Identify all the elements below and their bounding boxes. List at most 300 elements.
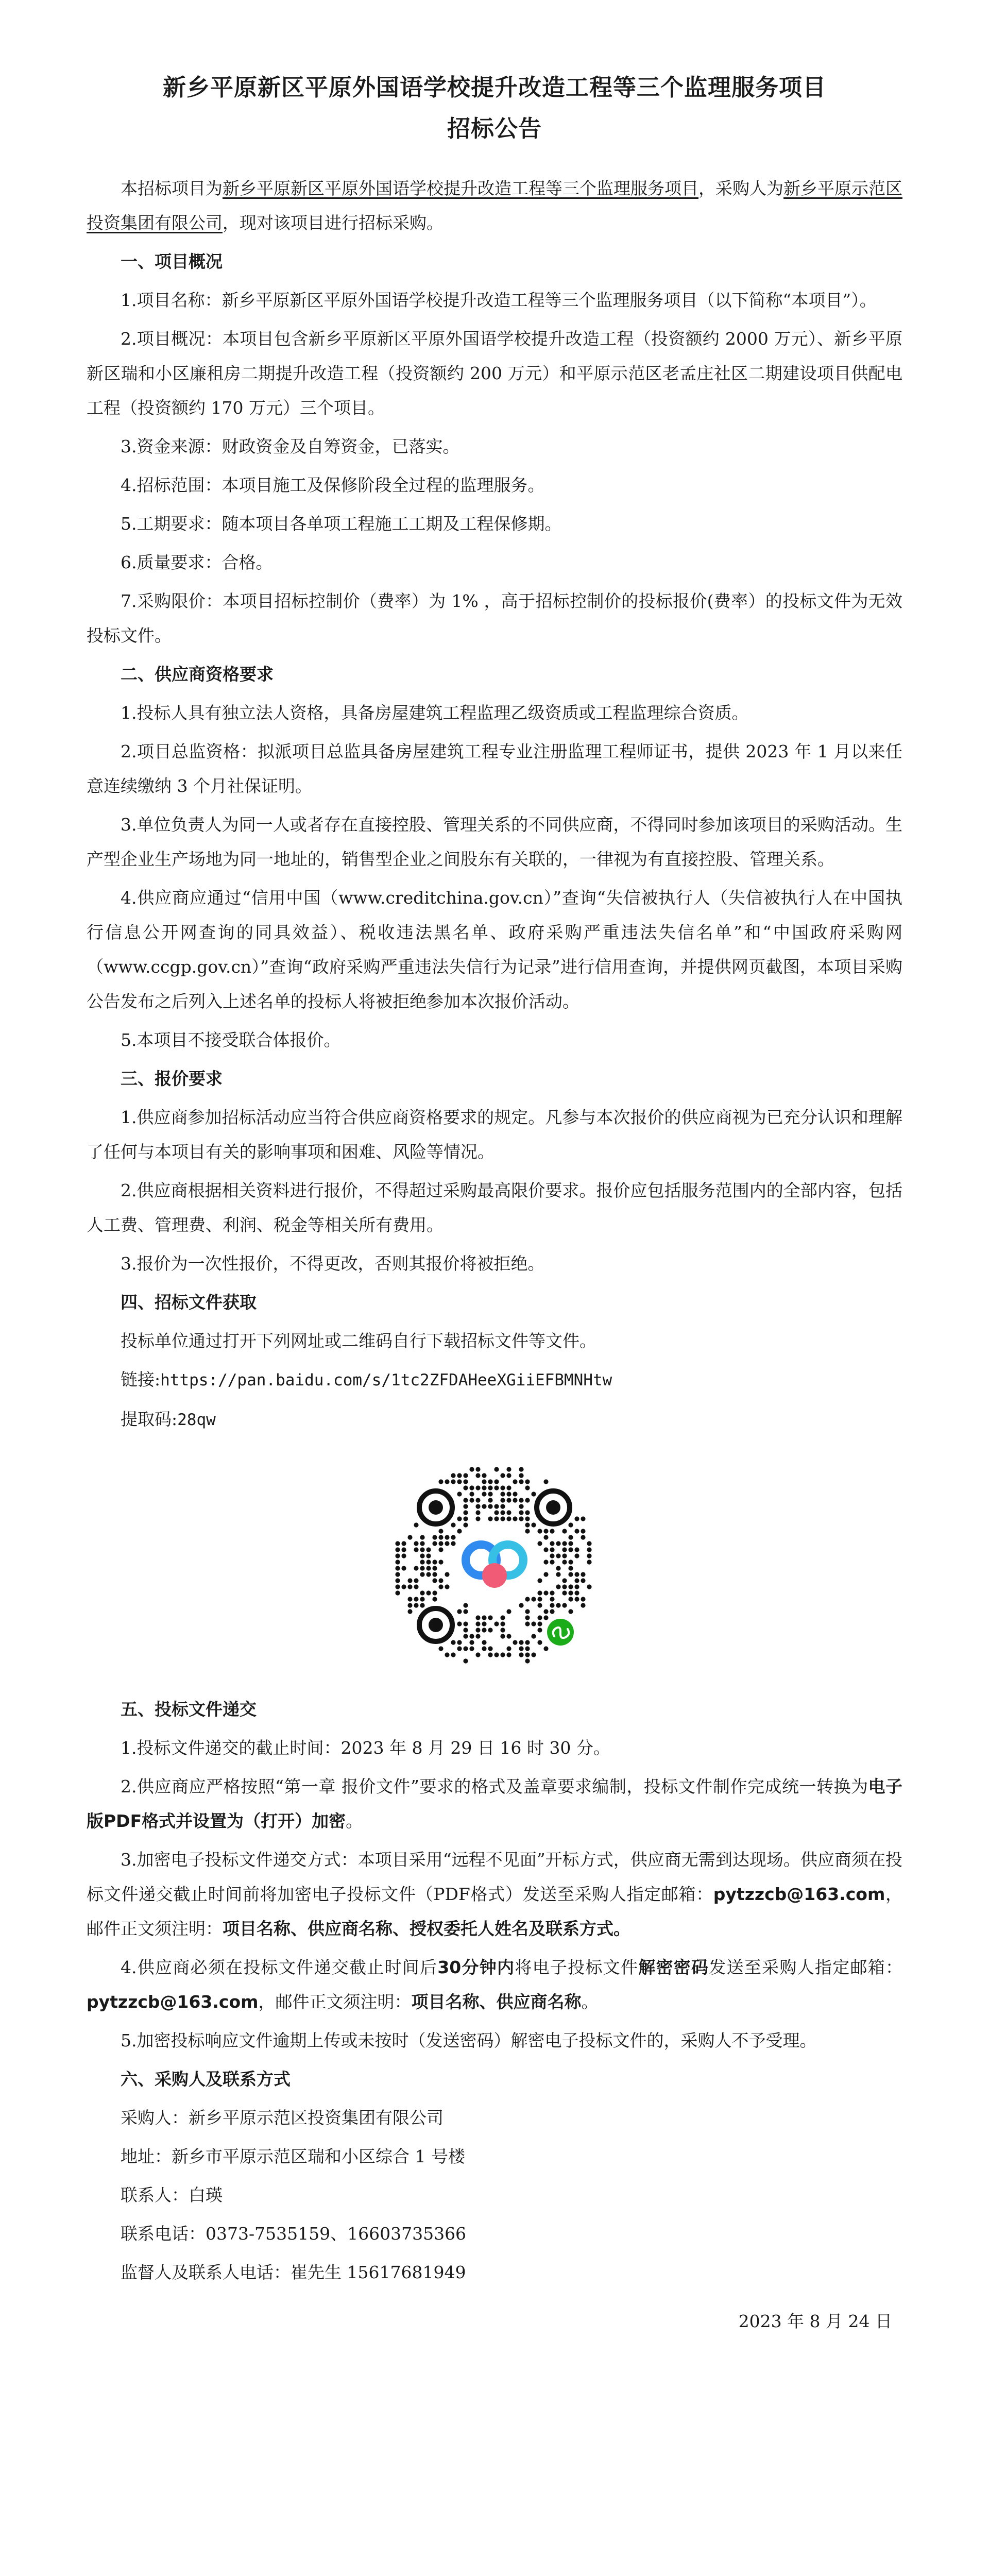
- qr-module: [506, 1652, 511, 1657]
- qr-module: [513, 1492, 517, 1496]
- qr-module: [506, 1646, 511, 1651]
- qr-module: [420, 1572, 424, 1577]
- qr-module: [488, 1628, 492, 1632]
- qr-module: [420, 1597, 424, 1601]
- qr-module: [414, 1578, 418, 1583]
- qr-module: [420, 1541, 424, 1546]
- qr-module: [438, 1479, 443, 1484]
- qr-module: [432, 1541, 437, 1546]
- intro-paragraph: [87, 171, 902, 240]
- qr-module: [500, 1473, 505, 1478]
- qr-module: [568, 1522, 573, 1527]
- qr-module: [574, 1578, 579, 1583]
- qr-module: [562, 1590, 567, 1595]
- submission-item-2-end: 。: [346, 1811, 363, 1831]
- qr-module: [451, 1652, 455, 1657]
- qr-module: [420, 1566, 424, 1570]
- intro-post: ，现对该项目进行招标采购。: [223, 213, 444, 233]
- qr-module: [513, 1640, 517, 1645]
- quotation-item-2: 2.供应商根据相关资料进行报价，不得超过采购最高限价要求。报价应包括服务范围内的全部内容，包括人工费、管理费、利润、税金等相关所有费用。: [87, 1180, 902, 1235]
- submission-item-4-a: 4.供应商必须在投标文件递交截止时间后: [121, 1957, 438, 1977]
- qr-module: [494, 1652, 499, 1657]
- qr-module: [451, 1535, 455, 1539]
- qr-code[interactable]: [386, 1458, 603, 1674]
- submission-item-5: 5.加密投标响应文件逾期上传或未按时（发送密码）解密电子投标文件的，采购人不予受理。: [121, 2030, 817, 2050]
- qr-module: [513, 1498, 517, 1502]
- qr-module: [395, 1541, 400, 1546]
- qr-module: [562, 1547, 567, 1552]
- section-heading-submission: 五、投标文件递交: [121, 1699, 257, 1719]
- qr-module: [432, 1590, 437, 1595]
- extraction-code-row: [87, 1402, 902, 1437]
- qr-module: [531, 1492, 536, 1496]
- overview-item-2: 2.项目概况：本项目包含新乡平原新区平原外国语学校提升改造工程（投资额约 2000 万元）、新乡平原新区瑞和小区廉租房二期提升改造工程（投资额约 200 万元）和平原示范区老孟庄社区二期建设项目供配电工程（投资额约 170 万元）三个项目。: [87, 329, 902, 418]
- qr-module: [525, 1529, 530, 1533]
- qr-module: [420, 1547, 424, 1552]
- qr-module: [562, 1553, 567, 1558]
- qr-module: [432, 1535, 437, 1539]
- qr-module: [488, 1516, 492, 1521]
- qr-module: [463, 1658, 468, 1663]
- qr-module: [537, 1529, 542, 1533]
- qr-module: [488, 1498, 492, 1502]
- qr-module: [401, 1566, 406, 1570]
- qr-module: [438, 1535, 443, 1539]
- qr-module: [438, 1560, 443, 1564]
- qr-module: [426, 1547, 431, 1552]
- overview-item-5: 5.工期要求：随本项目各单项工程施工工期及工程保修期。: [121, 514, 562, 534]
- qr-module: [451, 1522, 455, 1527]
- qr-module: [574, 1590, 579, 1595]
- qr-module: [550, 1560, 554, 1564]
- qr-module: [494, 1516, 499, 1521]
- contact-address: 地址：新乡市平原示范区瑞和小区综合 1 号楼: [121, 2146, 465, 2166]
- qr-module: [543, 1572, 548, 1577]
- qr-module: [445, 1572, 449, 1577]
- qr-module: [581, 1597, 585, 1601]
- extraction-code-value: 28qw: [177, 1411, 216, 1429]
- qr-module: [445, 1652, 449, 1657]
- qr-module: [488, 1615, 492, 1620]
- qr-module: [562, 1603, 567, 1607]
- qr-module: [531, 1652, 536, 1657]
- qr-module: [531, 1634, 536, 1638]
- qualification-item-3: 3.单位负责人为同一人或者存在直接控股、管理关系的不同供应商，不得同时参加该项目的采购活动。生产型企业生产场地为同一地址的，销售型企业之间股东有关联的，一律视为有直接控股、管理关系。: [87, 815, 902, 869]
- qr-module: [494, 1510, 499, 1515]
- qr-module: [395, 1560, 400, 1564]
- qr-module: [445, 1535, 449, 1539]
- overview-item-4: 4.招标范围：本项目施工及保修阶段全过程的监理服务。: [121, 475, 545, 495]
- qr-module: [550, 1609, 554, 1614]
- qr-code-container: [87, 1458, 902, 1674]
- qr-module: [482, 1615, 486, 1620]
- qr-module: [438, 1584, 443, 1589]
- section-heading-overview: 一、项目概况: [121, 251, 223, 272]
- qr-module: [543, 1535, 548, 1539]
- qr-module: [506, 1473, 511, 1478]
- password-email-link[interactable]: pytzzcb@163.com: [87, 1992, 259, 2012]
- qr-module: [562, 1584, 567, 1589]
- qr-module: [581, 1529, 585, 1533]
- qr-module: [463, 1621, 468, 1626]
- qr-module: [395, 1578, 400, 1583]
- qr-module: [438, 1541, 443, 1546]
- qr-module: [562, 1578, 567, 1583]
- qr-module: [500, 1510, 505, 1515]
- qr-module: [568, 1541, 573, 1546]
- qr-module: [475, 1467, 480, 1471]
- qr-module: [488, 1485, 492, 1490]
- qr-module: [506, 1516, 511, 1521]
- qr-module: [500, 1485, 505, 1490]
- qr-module: [469, 1634, 474, 1638]
- qr-module: [562, 1560, 567, 1564]
- qr-module: [581, 1516, 585, 1521]
- qr-module: [457, 1473, 462, 1478]
- qr-module: [426, 1560, 431, 1564]
- submission-item-2: [87, 1769, 902, 1838]
- qr-module: [574, 1597, 579, 1601]
- qr-module: [475, 1634, 480, 1638]
- qr-module: [525, 1498, 530, 1502]
- qr-module: [537, 1603, 542, 1607]
- qr-module: [587, 1553, 591, 1558]
- qr-module: [525, 1597, 530, 1601]
- qr-module: [414, 1541, 418, 1546]
- qr-module: [432, 1560, 437, 1564]
- qr-module: [432, 1578, 437, 1583]
- qr-module: [463, 1516, 468, 1521]
- qr-module: [506, 1485, 511, 1490]
- qr-module: [463, 1603, 468, 1607]
- qr-module: [543, 1615, 548, 1620]
- qr-module: [500, 1615, 505, 1620]
- qr-module: [432, 1566, 437, 1570]
- qr-module: [494, 1621, 499, 1626]
- qr-module: [414, 1566, 418, 1570]
- qr-module: [407, 1584, 412, 1589]
- qr-module: [426, 1590, 431, 1595]
- qr-module: [438, 1529, 443, 1533]
- download-link-row: [87, 1362, 902, 1398]
- qr-module: [550, 1547, 554, 1552]
- qr-module: [407, 1609, 412, 1614]
- qr-module: [494, 1479, 499, 1484]
- qr-module: [525, 1615, 530, 1620]
- download-link[interactable]: https://pan.baidu.com/s/1tc2ZFDAHeeXGiiEFBMNHtw: [160, 1371, 612, 1389]
- qr-module: [574, 1584, 579, 1589]
- qr-module: [463, 1634, 468, 1638]
- qr-module: [519, 1479, 523, 1484]
- qr-module: [432, 1597, 437, 1601]
- qr-module: [451, 1479, 455, 1484]
- qr-module: [525, 1522, 530, 1527]
- qr-module: [426, 1572, 431, 1577]
- qualification-item-4: 4.供应商应通过“信用中国（www.creditchina.gov.cn）”查询“失信被执行人（失信被执行人在中国执行信息公开网查询的同具效益）、税收违法黑名单、政府采购严重违法失信名单”和“中国政府采购网（www.ccgp.gov.cn）”查询“政府采购严重违法失信行为记录”进行信用查询，并提供网页截图，本项目采购公告发布之后列入上述名单的投标人将被拒绝参加本次报价活动。: [87, 888, 902, 1011]
- qr-module: [494, 1467, 499, 1471]
- qr-module: [562, 1541, 567, 1546]
- qr-module: [581, 1572, 585, 1577]
- qr-module: [463, 1628, 468, 1632]
- qr-module: [568, 1572, 573, 1577]
- qr-module: [543, 1479, 548, 1484]
- qr-module: [519, 1510, 523, 1515]
- qr-module: [568, 1597, 573, 1601]
- qr-module: [574, 1529, 579, 1533]
- qr-module: [488, 1479, 492, 1484]
- qr-module: [414, 1584, 418, 1589]
- submission-item-4-e: 发送至采购人指定邮箱：: [709, 1957, 902, 1977]
- qr-module: [525, 1516, 530, 1521]
- qr-module: [537, 1615, 542, 1620]
- qr-module: [401, 1553, 406, 1558]
- submission-item-4-c: 将电子投标文件: [515, 1957, 639, 1977]
- qualification-item-2: 2.项目总监资格：拟派项目总监具备房屋建筑工程专业注册监理工程师证书，提供 2023 年 1 月以来任意连续缴纳 3 个月社保证明。: [87, 741, 902, 796]
- qr-module: [395, 1566, 400, 1570]
- qr-module: [414, 1603, 418, 1607]
- qr-module: [519, 1504, 523, 1509]
- qr-finder-center: [429, 1618, 443, 1632]
- qr-module: [537, 1541, 542, 1546]
- qr-module: [463, 1504, 468, 1509]
- qr-module: [587, 1541, 591, 1546]
- qr-module: [506, 1634, 511, 1638]
- qr-module: [482, 1640, 486, 1645]
- qr-module: [556, 1566, 560, 1570]
- qr-module: [531, 1522, 536, 1527]
- qr-module: [395, 1553, 400, 1558]
- qr-module: [438, 1578, 443, 1583]
- qr-module: [482, 1621, 486, 1626]
- qr-module: [500, 1652, 505, 1657]
- submission-item-4-password: 解密密码: [638, 1957, 709, 1977]
- qr-module: [543, 1590, 548, 1595]
- qr-module: [587, 1547, 591, 1552]
- qr-module: [395, 1584, 400, 1589]
- overview-item-6: 6.质量要求：合格。: [121, 552, 273, 572]
- wechat-miniprogram-icon: [544, 1616, 577, 1649]
- qualification-item-5: 5.本项目不接受联合体报价。: [121, 1030, 341, 1050]
- submission-item-3-text: 3.加密电子投标文件递交方式：本项目采用“远程不见面”开标方式，供应商无需到达现场。供应商须在投标文件递交截止时间前将加密电子投标文件（PDF格式）发送至采购人指定邮箱：: [87, 1850, 902, 1904]
- qr-module: [420, 1603, 424, 1607]
- section-heading-contact: 六、采购人及联系方式: [121, 2069, 291, 2089]
- qr-module: [537, 1640, 542, 1645]
- qr-finder-center: [429, 1500, 443, 1515]
- qr-module: [426, 1566, 431, 1570]
- qr-module: [531, 1621, 536, 1626]
- qr-module: [581, 1603, 585, 1607]
- qr-module: [519, 1646, 523, 1651]
- submission-item-3-mid: ，邮件正文须注明：: [87, 1884, 903, 1939]
- qr-module: [513, 1479, 517, 1484]
- qr-module: [457, 1640, 462, 1645]
- qr-module: [500, 1516, 505, 1521]
- qr-module: [568, 1547, 573, 1552]
- qr-module: [500, 1498, 505, 1502]
- qr-module: [581, 1535, 585, 1539]
- intro-project-name: 新乡平原新区平原外国语学校提升改造工程等三个监理服务项目: [223, 178, 698, 198]
- qr-module: [525, 1609, 530, 1614]
- submission-item-4: [87, 1950, 902, 2019]
- qr-module: [581, 1578, 585, 1583]
- qr-module: [463, 1498, 468, 1502]
- qr-module: [556, 1572, 560, 1577]
- qr-module: [395, 1590, 400, 1595]
- overview-item-3: 3.资金来源：财政资金及自筹资金，已落实。: [121, 436, 460, 456]
- qr-module: [463, 1646, 468, 1651]
- announcement-document: [87, 67, 902, 2338]
- qr-module: [568, 1560, 573, 1564]
- qr-module: [475, 1510, 480, 1515]
- qr-module: [469, 1498, 474, 1502]
- qr-module: [568, 1584, 573, 1589]
- qr-module: [482, 1473, 486, 1478]
- section-heading-document-access: 四、招标文件获取: [121, 1292, 257, 1312]
- qr-module: [550, 1541, 554, 1546]
- qr-module: [537, 1578, 542, 1583]
- qr-module: [407, 1535, 412, 1539]
- download-link-label: 链接:: [121, 1369, 161, 1389]
- qr-module: [537, 1597, 542, 1601]
- qr-module: [543, 1560, 548, 1564]
- qr-module: [519, 1473, 523, 1478]
- qr-module: [568, 1590, 573, 1595]
- qr-module: [482, 1628, 486, 1632]
- qr-module: [457, 1479, 462, 1484]
- qr-module: [500, 1634, 505, 1638]
- qr-module: [543, 1529, 548, 1533]
- qr-module: [550, 1590, 554, 1595]
- submission-item-4-deadline: 30分钟内: [437, 1957, 515, 1977]
- qr-module: [420, 1535, 424, 1539]
- publish-date: 2023 年 8 月 24 日: [738, 2311, 892, 2331]
- submission-item-2-text: 2.供应商应严格按照“第一章 报价文件”要求的格式及盖章要求编制，投标文件制作完成统一转换为: [121, 1776, 868, 1797]
- qr-module: [414, 1597, 418, 1601]
- quotation-item-1: 1.供应商参加招标活动应当符合供应商资格要求的规定。凡参与本次报价的供应商视为已充分认识和理解了任何与本项目有关的影响事项和困难、风险等情况。: [87, 1107, 902, 1162]
- submission-item-4-emphasis: 项目名称、供应商名称: [411, 1992, 582, 2012]
- qr-module: [451, 1541, 455, 1546]
- qr-module: [457, 1621, 462, 1626]
- qr-module: [519, 1640, 523, 1645]
- qr-module: [395, 1547, 400, 1552]
- qr-module: [407, 1603, 412, 1607]
- qr-module: [482, 1492, 486, 1496]
- qualification-item-1: 1.投标人具有独立法人资格，具备房屋建筑工程监理乙级资质或工程监理综合资质。: [121, 703, 749, 723]
- qr-module: [537, 1628, 542, 1632]
- qr-module: [401, 1541, 406, 1546]
- qr-module: [463, 1510, 468, 1515]
- qr-module: [457, 1529, 462, 1533]
- submission-item-1: 1.投标文件递交的截止时间：2023 年 8 月 29 日 16 时 30 分。: [121, 1738, 610, 1758]
- qr-module: [537, 1621, 542, 1626]
- qr-module: [482, 1504, 486, 1509]
- qr-module: [463, 1485, 468, 1490]
- qr-module: [482, 1485, 486, 1490]
- qr-module: [574, 1547, 579, 1552]
- qr-module: [469, 1467, 474, 1471]
- qr-module: [550, 1603, 554, 1607]
- qr-module: [395, 1572, 400, 1577]
- qr-module: [568, 1609, 573, 1614]
- document-title: 新乡平原新区平原外国语学校提升改造工程等三个监理服务项目: [162, 74, 826, 101]
- qr-module: [463, 1609, 468, 1614]
- document-access-instruction: 投标单位通过打开下列网址或二维码自行下载招标文件等文件。: [121, 1331, 596, 1351]
- qr-module: [500, 1628, 505, 1632]
- qr-module: [445, 1541, 449, 1546]
- qr-module: [506, 1510, 511, 1515]
- qr-module: [475, 1621, 480, 1626]
- qr-module: [500, 1492, 505, 1496]
- qr-module: [475, 1485, 480, 1490]
- submission-email-link[interactable]: pytzzcb@163.com: [713, 1884, 885, 1904]
- contact-supervisor: 监督人及联系人电话：崔先生 15617681949: [121, 2262, 466, 2282]
- qr-module: [506, 1492, 511, 1496]
- qr-module: [519, 1603, 523, 1607]
- qr-module: [519, 1652, 523, 1657]
- qr-module: [451, 1640, 455, 1645]
- intro-mid: ，采购人为: [698, 178, 783, 198]
- qr-module: [426, 1553, 431, 1558]
- qr-module: [513, 1516, 517, 1521]
- qr-module: [494, 1485, 499, 1490]
- qr-module: [550, 1529, 554, 1533]
- section-heading-quotation: 三、报价要求: [121, 1069, 223, 1089]
- qr-module: [556, 1603, 560, 1607]
- intro-buyer-name: 新乡平原示范区投资集团有限公司: [87, 178, 902, 233]
- qr-module: [401, 1584, 406, 1589]
- qr-module: [482, 1479, 486, 1484]
- qr-module: [525, 1652, 530, 1657]
- qr-module: [525, 1479, 530, 1484]
- qr-module: [475, 1652, 480, 1657]
- qr-module: [445, 1584, 449, 1589]
- qr-module: [475, 1516, 480, 1521]
- qr-module: [451, 1473, 455, 1478]
- qr-module: [457, 1516, 462, 1521]
- qr-module: [488, 1504, 492, 1509]
- qr-module: [531, 1597, 536, 1601]
- submission-item-3-emphasis: 项目名称、供应商名称、授权委托人姓名及联系方式。: [223, 1919, 630, 1939]
- qr-module: [463, 1522, 468, 1527]
- document-subtitle: 招标公告: [447, 115, 542, 142]
- qr-module: [525, 1646, 530, 1651]
- quotation-item-3: 3.报价为一次性报价，不得更改，否则其报价将被拒绝。: [121, 1253, 545, 1274]
- qr-module: [543, 1609, 548, 1614]
- qr-finder-center: [546, 1500, 560, 1515]
- qr-module: [475, 1504, 480, 1509]
- qr-module: [506, 1498, 511, 1502]
- qr-module: [525, 1510, 530, 1515]
- qr-module: [463, 1479, 468, 1484]
- qr-module: [574, 1572, 579, 1577]
- section-heading-qualification: 二、供应商资格要求: [121, 664, 274, 684]
- qr-module: [525, 1485, 530, 1490]
- qr-module: [469, 1485, 474, 1490]
- overview-item-7: 7.采购限价：本项目招标控制价（费率）为 1% ，高于招标控制价的投标报价(费率）的投标文件为无效投标文件。: [87, 591, 902, 646]
- submission-item-2-emphasis: 电子版PDF格式并设置为（打开）加密: [87, 1776, 903, 1831]
- qr-module: [519, 1467, 523, 1471]
- qr-module: [500, 1621, 505, 1626]
- qr-module: [414, 1547, 418, 1552]
- qr-module: [556, 1584, 560, 1589]
- qr-module: [488, 1652, 492, 1657]
- overview-item-1: 1.项目名称：新乡平原新区平原外国语学校提升改造工程等三个监理服务项目（以下简称“本项目”）。: [121, 290, 877, 310]
- qr-module: [568, 1535, 573, 1539]
- contact-phone: 联系电话：0373-7535159、16603735366: [121, 2224, 467, 2244]
- submission-item-4-f: ，邮件正文须注明：: [258, 1992, 412, 2012]
- qr-module: [445, 1479, 449, 1484]
- qr-module: [488, 1646, 492, 1651]
